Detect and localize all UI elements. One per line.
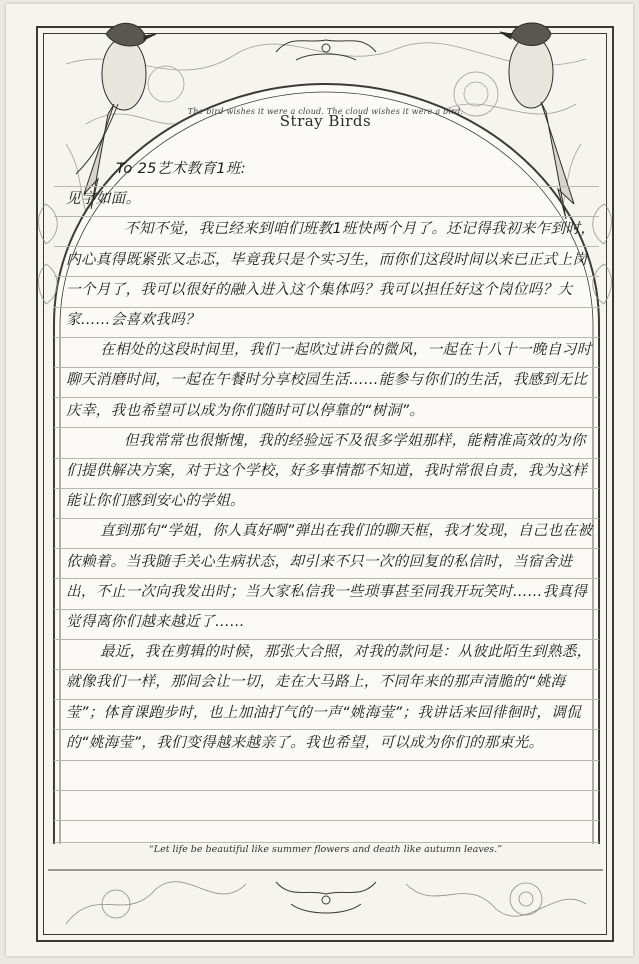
letter-greeting: To 25艺术教育1班: (116, 160, 247, 177)
letter-paragraph-1: 不知不觉，我已经来到咱们班教1班快两个月了。还记得我初来乍到时，内心真得既紧张又忐忑，毕竟我只是个实习生，而你们这段时间以来已正式上岗一个月了，我可以很好的融入进入这个集体吗？我可以担任好这个岗位吗？大家……会喜欢我吗？ (66, 220, 596, 329)
letter-paragraph-5: 最近，我在剪辑的时候，那张大合照，对我的款问是：从彼此陌生到熟悉，就像我们一样，那间会让一切，走在大马路上，不同年来的那声清脆的“姚海莹”；体育课跑步时，也上加油打气的一声“姚海莹”；我讲话来回徘徊时，调侃的“姚海莹”，我们变得越来越亲了。我也希望，可以成为你们的那束光。 (66, 643, 592, 751)
stationery-footer-quote: “Let life be beautiful like summer flowers and death like autumn leaves.” (148, 844, 503, 855)
stationery-title: Stray Birds (279, 112, 372, 130)
letter-paragraph-2: 在相处的这段时间里，我们一起吹过讲台的微风，一起在十八十一晚自习时聊天消磨时间，一起在午餐时分享校园生活……能参与你们的生活，我感到无比庆幸，我也希望可以成为你们随时可以停靠的“树洞”。 (66, 341, 592, 419)
letter-paragraph-3: 但我常常也很惭愧，我的经验远不及很多学姐那样，能精准高效的为你们提供解决方案，对于这个学校，好多事情都不知道，我时常很自责，我为这样能让你们感到安心的学姐。 (66, 431, 588, 510)
letter-paragraph-4: 直到那句“学姐，你人真好啊”弹出在我们的聊天框，我才发现，自己也在被依赖着。当我随手关心生病状态，却引来不只一次的回复的私信时，当宿舍进出，不止一次向我发出时；当大家私信我一些琐事甚至同我开玩笑时……我真得觉得离你们越来越近了…… (66, 522, 593, 631)
handwritten-letter (66, 154, 596, 758)
letter-sheet (6, 4, 633, 956)
stationery-motto: The bird wishes it were a cloud. The cloud wishes it were a bird. (187, 107, 464, 116)
letter-salutation: 见字如面。 (66, 190, 141, 208)
